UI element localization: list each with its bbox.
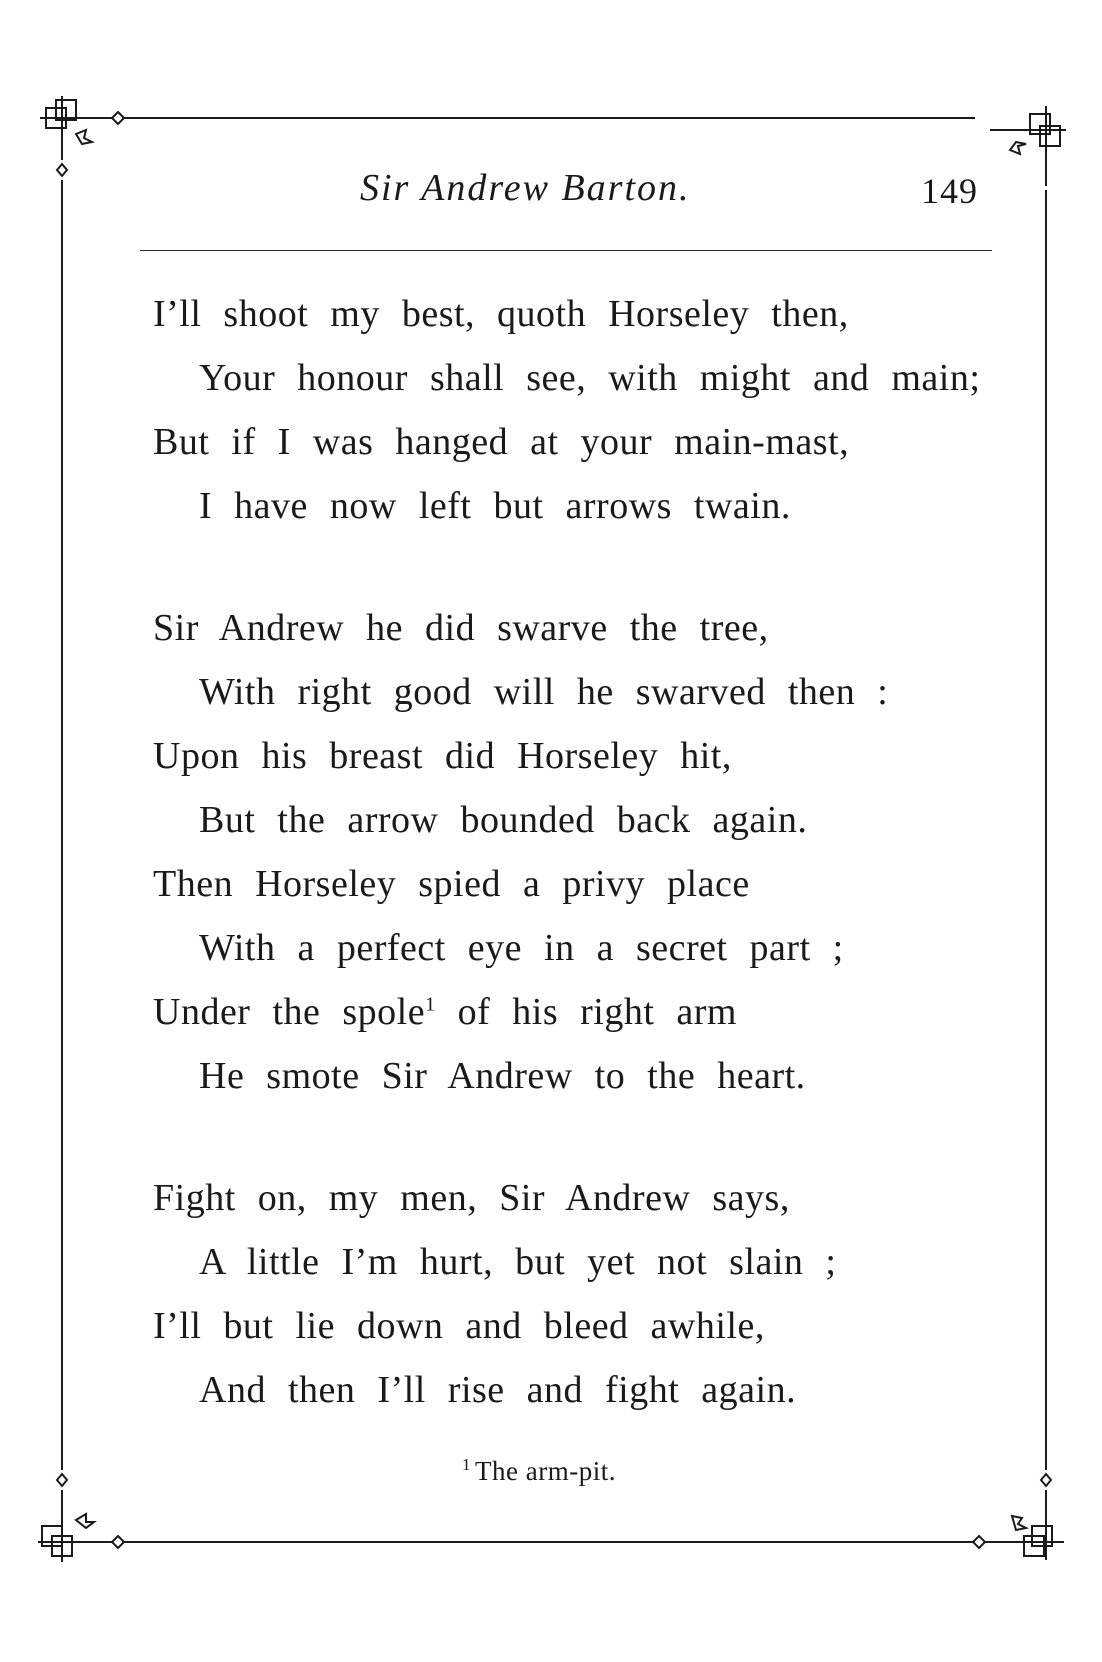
verse-line: Then Horseley spied a privy place: [153, 863, 750, 905]
verse-line: And then I’ll rise and fight again.: [199, 1369, 797, 1411]
page-title: Sir Andrew Barton.: [360, 167, 691, 209]
verse-line: I’ll shoot my best, quoth Horseley then,: [153, 293, 849, 335]
verse-text: of his right arm: [435, 991, 737, 1033]
stanza-2: [153, 596, 1013, 1108]
footnote-text: The arm-pit.: [475, 1456, 616, 1486]
verse-line: Sir Andrew he did swarve the tree,: [153, 607, 769, 649]
verse-line: But if I was hanged at your main-mast,: [153, 421, 850, 463]
verse-line: With a perfect eye in a secret part ;: [199, 927, 844, 969]
corner-ornament-top-right-icon: [990, 106, 1066, 186]
verse-line: He smote Sir Andrew to the heart.: [199, 1055, 806, 1097]
verse-line: I’ll but lie down and bleed awhile,: [153, 1305, 765, 1347]
footnote-number: 1: [462, 1455, 471, 1474]
header-rule: [140, 250, 992, 251]
stanza-1: [153, 282, 1013, 538]
corner-ornament-top-left-icon: [40, 96, 124, 176]
verse-line: Upon his breast did Horseley hit,: [153, 735, 732, 777]
verse-line: With right good will he swarved then :: [199, 671, 889, 713]
verse-line: Your honour shall see, with might and main;: [199, 357, 981, 399]
stanza-3: [153, 1166, 1013, 1422]
running-head: [140, 166, 990, 216]
corner-ornament-bottom-right-icon: [973, 1474, 1064, 1560]
verse-text: Under the spole: [153, 991, 426, 1033]
poem-body: [153, 282, 1013, 1480]
footnote: [462, 1456, 616, 1487]
verse-line: A little I’m hurt, but yet not slain ;: [199, 1241, 837, 1283]
corner-ornament-bottom-left-icon: [38, 1474, 124, 1562]
verse-line-with-footnote: [153, 980, 1013, 1044]
verse-line: I have now left but arrows twain.: [199, 485, 791, 527]
page-number: 149: [921, 171, 978, 211]
verse-line: But the arrow bounded back again.: [199, 799, 808, 841]
verse-line: Fight on, my men, Sir Andrew says,: [153, 1177, 790, 1219]
footnote-reference: 1: [425, 993, 436, 1016]
